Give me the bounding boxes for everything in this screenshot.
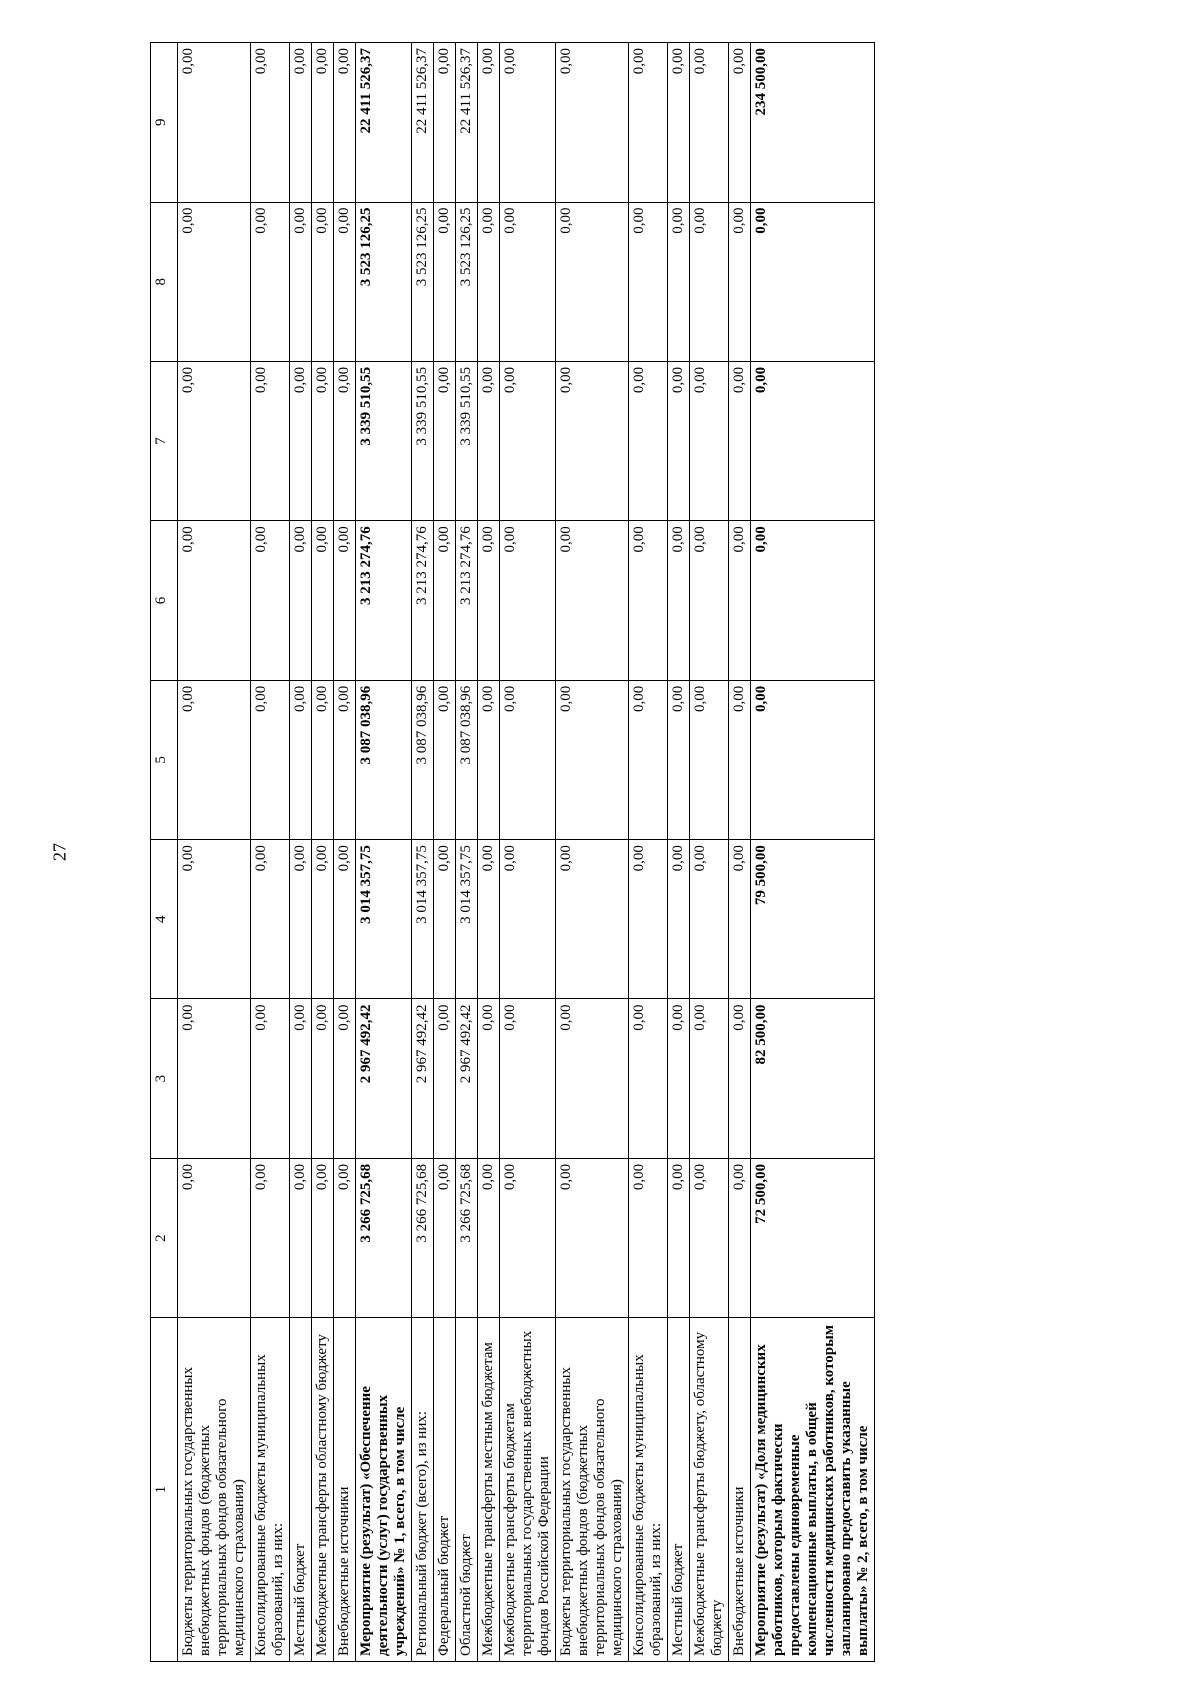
value-cell: 22 411 526,37 [356,43,412,203]
value-cell: 0,00 [690,680,729,839]
row-label: Бюджеты территориальных государственных внебюджетных фондов (бюджетных территориальных фондов обязательного медицинского страхования) [556,1318,629,1662]
value-cell: 0,00 [434,840,456,999]
value-cell: 0,00 [500,43,556,203]
value-cell: 0,00 [312,521,334,680]
value-cell: 0,00 [434,202,456,361]
row-label: Местный бюджет [668,1318,690,1662]
value-cell: 0,00 [251,840,290,999]
value-cell: 0,00 [178,999,251,1158]
table-row [178,43,251,1662]
budget-table [150,42,875,1662]
value-cell: 0,00 [312,840,334,999]
value-cell: 0,00 [690,361,729,520]
value-cell: 0,00 [478,361,500,520]
value-cell: 0,00 [478,999,500,1158]
row-label: Региональный бюджет (всего), из них: [412,1318,434,1662]
value-cell: 0,00 [290,361,312,520]
value-cell: 0,00 [500,521,556,680]
column-header: 8 [151,202,178,361]
value-cell: 0,00 [251,361,290,520]
value-cell: 0,00 [178,521,251,680]
value-cell: 0,00 [556,1158,629,1317]
row-label: Межбюджетные трансферты местным бюджетам [478,1318,500,1662]
value-cell: 0,00 [178,840,251,999]
column-header: 6 [151,521,178,680]
value-cell: 3 266 725,68 [456,1158,478,1317]
value-cell: 0,00 [478,202,500,361]
value-cell: 0,00 [290,999,312,1158]
value-cell: 0,00 [290,202,312,361]
row-label: Межбюджетные трансферты областному бюджету [312,1318,334,1662]
value-cell: 0,00 [729,521,751,680]
value-cell: 0,00 [434,1158,456,1317]
table-row [556,43,629,1662]
table-row [334,43,356,1662]
value-cell: 3 087 038,96 [456,680,478,839]
value-cell: 0,00 [500,680,556,839]
value-cell: 3 266 725,68 [356,1158,412,1317]
value-cell: 0,00 [729,840,751,999]
value-cell: 0,00 [251,521,290,680]
value-cell: 0,00 [500,202,556,361]
value-cell: 0,00 [251,999,290,1158]
value-cell: 0,00 [556,361,629,520]
value-cell: 0,00 [434,521,456,680]
value-cell: 0,00 [690,202,729,361]
value-cell: 3 266 725,68 [412,1158,434,1317]
value-cell: 0,00 [500,999,556,1158]
value-cell: 0,00 [629,1158,668,1317]
value-cell: 2 967 492,42 [456,999,478,1158]
row-label: Межбюджетные трансферты бюджету, областному бюджету [690,1318,729,1662]
page-number: 27 [49,843,70,861]
value-cell: 2 967 492,42 [356,999,412,1158]
value-cell: 3 014 357,75 [456,840,478,999]
value-cell: 0,00 [668,202,690,361]
value-cell: 0,00 [629,840,668,999]
value-cell: 3 213 274,76 [456,521,478,680]
value-cell: 0,00 [556,840,629,999]
value-cell: 0,00 [334,202,356,361]
column-header: 2 [151,1158,178,1317]
value-cell: 0,00 [668,840,690,999]
value-cell: 0,00 [556,43,629,203]
value-cell: 2 967 492,42 [412,999,434,1158]
value-cell: 0,00 [751,521,875,680]
value-cell: 0,00 [178,43,251,203]
table-row [412,43,434,1662]
header-row [151,43,178,1662]
value-cell: 3 213 274,76 [412,521,434,680]
value-cell: 0,00 [729,43,751,203]
value-cell: 72 500,00 [751,1158,875,1317]
value-cell: 3 523 126,25 [412,202,434,361]
table-row [690,43,729,1662]
rotated-table-container [150,42,1130,1662]
value-cell: 0,00 [690,43,729,203]
value-cell: 0,00 [312,361,334,520]
value-cell: 0,00 [556,999,629,1158]
value-cell: 0,00 [290,680,312,839]
value-cell: 0,00 [251,680,290,839]
value-cell: 0,00 [500,840,556,999]
row-label: Консолидированные бюджеты муниципальных образований, из них: [251,1318,290,1662]
value-cell: 0,00 [434,680,456,839]
column-header: 3 [151,999,178,1158]
value-cell: 0,00 [312,999,334,1158]
value-cell: 0,00 [312,680,334,839]
value-cell: 0,00 [312,202,334,361]
value-cell: 0,00 [290,840,312,999]
value-cell: 0,00 [334,999,356,1158]
value-cell: 3 014 357,75 [412,840,434,999]
table-row [251,43,290,1662]
table-row [629,43,668,1662]
value-cell: 3 087 038,96 [356,680,412,839]
value-cell: 0,00 [290,521,312,680]
value-cell: 0,00 [290,43,312,203]
table-row [500,43,556,1662]
value-cell: 0,00 [334,361,356,520]
table-row [312,43,334,1662]
value-cell: 0,00 [500,1158,556,1317]
value-cell: 0,00 [690,521,729,680]
value-cell: 0,00 [690,999,729,1158]
value-cell: 0,00 [668,999,690,1158]
value-cell: 3 339 510,55 [456,361,478,520]
value-cell: 0,00 [500,361,556,520]
row-label: Местный бюджет [290,1318,312,1662]
value-cell: 0,00 [690,840,729,999]
value-cell: 0,00 [629,999,668,1158]
value-cell: 0,00 [629,43,668,203]
value-cell: 0,00 [690,1158,729,1317]
value-cell: 3 014 357,75 [356,840,412,999]
value-cell: 0,00 [334,840,356,999]
value-cell: 0,00 [178,361,251,520]
value-cell: 3 523 126,25 [356,202,412,361]
row-label: Межбюджетные трансферты бюджетам территориальных государственных внебюджетных фондов Российской Федерации [500,1318,556,1662]
value-cell: 0,00 [178,680,251,839]
value-cell: 0,00 [334,521,356,680]
value-cell: 0,00 [729,202,751,361]
row-label: Мероприятие (результат) «Доля медицинских работников, которым фактически предоставлены единовременные компенсационные выплаты, в общей численности медицинских работников, которым запланировано предоставить указанные выплаты» № 2, всего, в том числе [751,1318,875,1662]
value-cell: 0,00 [556,680,629,839]
table-row [478,43,500,1662]
value-cell: 0,00 [668,43,690,203]
value-cell: 0,00 [668,1158,690,1317]
value-cell: 0,00 [668,521,690,680]
value-cell: 3 213 274,76 [356,521,412,680]
value-cell: 0,00 [729,1158,751,1317]
value-cell: 0,00 [434,999,456,1158]
table-row [668,43,690,1662]
table-row [456,43,478,1662]
value-cell: 0,00 [334,1158,356,1317]
value-cell: 0,00 [334,680,356,839]
table-row [751,43,875,1662]
value-cell: 22 411 526,37 [412,43,434,203]
value-cell: 0,00 [312,43,334,203]
value-cell: 0,00 [629,361,668,520]
value-cell: 0,00 [178,1158,251,1317]
value-cell: 3 523 126,25 [456,202,478,361]
value-cell: 0,00 [478,840,500,999]
row-label: Областной бюджет [456,1318,478,1662]
value-cell: 0,00 [629,680,668,839]
value-cell: 3 339 510,55 [356,361,412,520]
value-cell: 0,00 [556,202,629,361]
column-header: 5 [151,680,178,839]
value-cell: 22 411 526,37 [456,43,478,203]
row-label: Внебюджетные источники [334,1318,356,1662]
value-cell: 0,00 [729,999,751,1158]
value-cell: 82 500,00 [751,999,875,1158]
column-header: 4 [151,840,178,999]
value-cell: 0,00 [251,202,290,361]
value-cell: 0,00 [751,202,875,361]
row-label: Мероприятие (результат) «Обеспечение деятельности (услуг) государственных учреждений» № 1, всего, в том числе [356,1318,412,1662]
value-cell: 0,00 [434,43,456,203]
row-label: Внебюджетные источники [729,1318,751,1662]
row-label: Федеральный бюджет [434,1318,456,1662]
value-cell: 0,00 [478,680,500,839]
value-cell: 3 339 510,55 [412,361,434,520]
value-cell: 0,00 [629,202,668,361]
value-cell: 0,00 [729,361,751,520]
column-header: 1 [151,1318,178,1662]
row-label: Бюджеты территориальных государственных внебюджетных фондов (бюджетных территориальных фондов обязательного медицинского страхования) [178,1318,251,1662]
value-cell: 0,00 [478,43,500,203]
value-cell: 0,00 [312,1158,334,1317]
value-cell: 0,00 [478,521,500,680]
table-row [356,43,412,1662]
table-row [290,43,312,1662]
value-cell: 0,00 [629,521,668,680]
value-cell: 0,00 [668,361,690,520]
value-cell: 0,00 [290,1158,312,1317]
value-cell: 0,00 [751,361,875,520]
value-cell: 79 500,00 [751,840,875,999]
value-cell: 0,00 [434,361,456,520]
value-cell: 0,00 [668,680,690,839]
value-cell: 0,00 [478,1158,500,1317]
table-body [178,43,875,1662]
column-header: 7 [151,361,178,520]
value-cell: 234 500,00 [751,43,875,203]
value-cell: 0,00 [556,521,629,680]
value-cell: 0,00 [729,680,751,839]
value-cell: 0,00 [751,680,875,839]
value-cell: 0,00 [251,1158,290,1317]
column-header: 9 [151,43,178,203]
table-row [434,43,456,1662]
value-cell: 3 087 038,96 [412,680,434,839]
value-cell: 0,00 [251,43,290,203]
value-cell: 0,00 [178,202,251,361]
row-label: Консолидированные бюджеты муниципальных образований, из них: [629,1318,668,1662]
value-cell: 0,00 [334,43,356,203]
table-row [729,43,751,1662]
